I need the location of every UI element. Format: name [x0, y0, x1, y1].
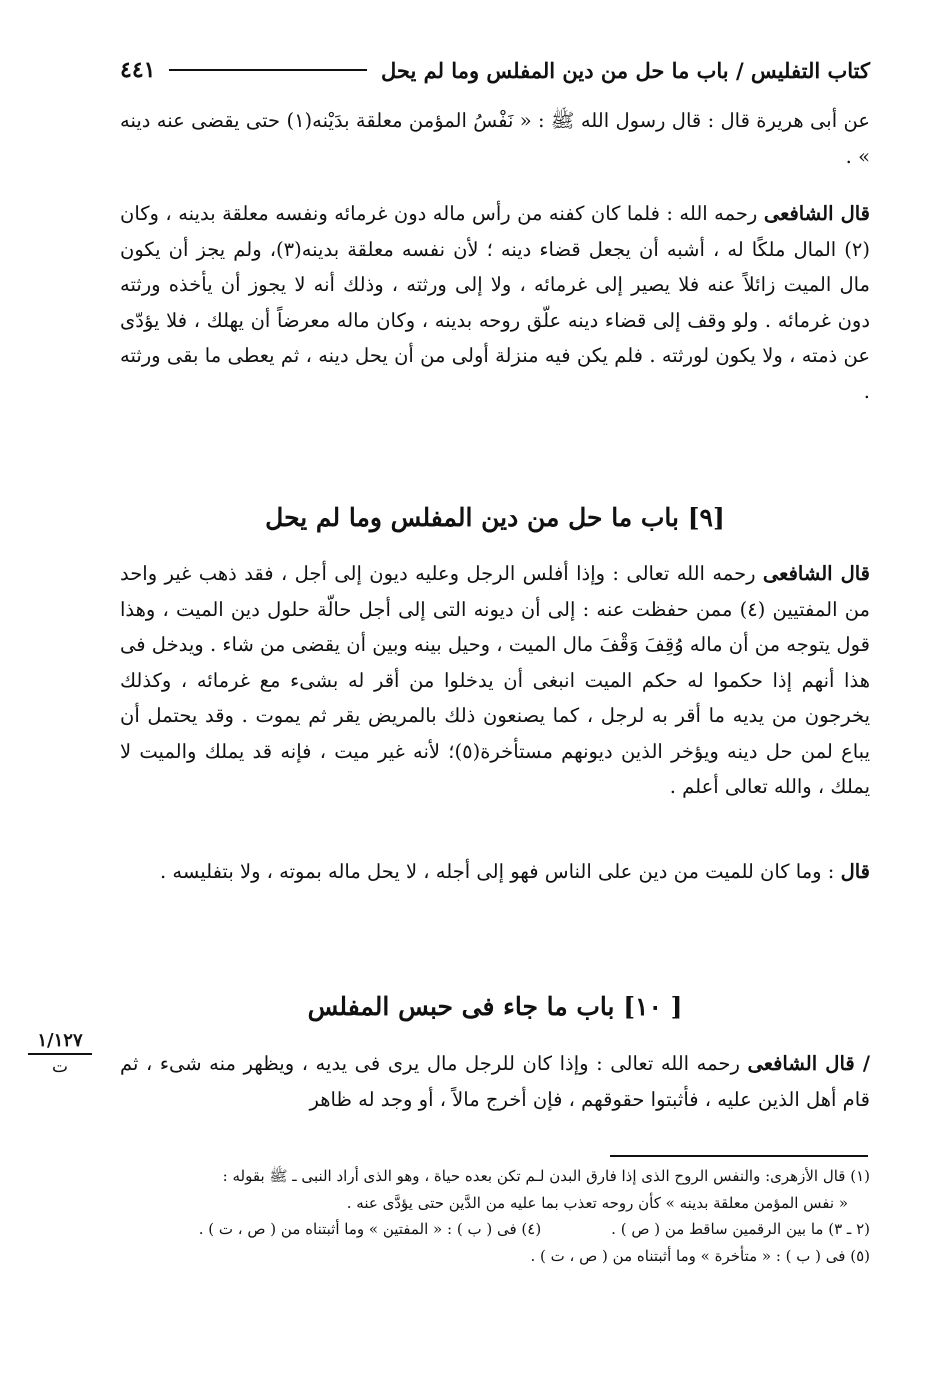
paragraph-shafii-1 [120, 196, 870, 409]
paragraph-lead: قال الشافعى [762, 562, 870, 585]
paragraph-lead: / قال الشافعى [747, 1052, 871, 1075]
margin-folio-side: ت [51, 1057, 68, 1077]
footnotes [120, 1163, 870, 1269]
paragraph-hadith [120, 103, 870, 174]
page-number: ٤٤١ [120, 57, 156, 83]
paragraph-text: عن أبى هريرة قال : قال رسول الله ﷺ : « نَفْسُ المؤمن معلقة بدَيْنه(١) حتى يقضى عنه دينه » . [120, 109, 870, 168]
page-header [120, 50, 870, 90]
footnote-1-cont: « نفس المؤمن معلقة بدينه » كأن روحه تعذب بما عليه من الدَّين حتى يؤدَّى عنه . [346, 1193, 848, 1212]
paragraph-qala [120, 854, 870, 890]
paragraph-text: رحمه الله تعالى : وإذا كان للرجل مال يرى فى يديه ، ويظهر منه شىء ، ثم قام أهل الذين عليه ، فأثبتوا حقوقهم ، فإن أخرج مالاً ، أو وجد له ظاهر [120, 1052, 870, 1111]
footnote-2-3: (٢ ـ ٣) ما بين الرقمين ساقط من ( ص ) . [611, 1220, 870, 1238]
footnote-4: (٤) فى ( ب ) : « المفتين » وما أثبتناه من ( ص ، ت ) . [198, 1220, 542, 1238]
footnote-5: (٥) فى ( ب ) : « متأخرة » وما أثبتناه من ( ص ، ت ) . [530, 1246, 870, 1265]
section-heading-10: [ ١٠] باب ما جاء فى حبس المفلس [307, 992, 683, 1021]
header-rule [169, 69, 367, 71]
paragraph-lead: قال الشافعى [763, 202, 870, 225]
footnote-row [120, 1216, 870, 1243]
paragraph-lead: قال [840, 860, 870, 883]
paragraph-shafii-2 [120, 556, 870, 805]
paragraph-text: : وما كان للميت من دين على الناس فهو إلى أجله ، لا يحل ماله بموته ، ولا بتفليسه . [159, 860, 841, 883]
margin-folio-ref: ١/١٢٧ [28, 1030, 92, 1055]
section-heading-9: [٩] باب ما حل من دين المفلس وما لم يحل [265, 503, 725, 532]
paragraph-text: رحمه الله تعالى : وإذا أفلس الرجل وعليه ديون إلى أجل ، فقد ذهب غير واحد من المفتيين (٤) ممن حفظت عنه : إلى أن ديونه التى إلى أجل حالّة حلول دين الميت ، وهذا قول يتوجه من أن ماله وُقِفَ وَقْفَ مال الميت ، وحيل بينه وبين أن يقضى من شاء . ويدخل فى هذا أنهم إذا حكموا له حكم الميت انبغى أن يدخلوا من أقر له بشىء مع غرمائه ، وكذلك يخرجون من يديه ما أقر به لرجل ، كما يصنعون ذلك بالمريض يقر ثم يموت . وقد يحتمل أن يباع لمن حل دينه ويؤخر الذين ديونهم مستأخرة(٥)؛ لأنه غير ميت ، فإنه قد يملك والميت لا يملك ، والله تعالى أعلم . [120, 562, 870, 798]
footnote-separator [610, 1155, 868, 1157]
paragraph-shafii-3 [120, 1046, 870, 1117]
running-title: كتاب التفليس / باب ما حل من دين المفلس وما لم يحل [381, 57, 870, 83]
footnote-1: (١) قال الأزهرى: والنفس الروح الذى إذا فارق البدن لـم تكن بعده حياة ، وهو الذى أراد النبى ـ ﷺ بقوله : [222, 1167, 870, 1185]
margin-folio-note [28, 1030, 92, 1077]
paragraph-text: رحمه الله : فلما كان كفنه من رأس ماله دون غرمائه ونفسه معلقة بدينه ، وكان (٢) المال ملكًا له ، أشبه أن يجعل قضاء دينه ؛ لأن نفسه معلقة بدينه(٣)، ولم يجز أن يكون مال الميت زائلاً عنه فلا يصير إلى غرمائه ، ولا إلى ورثته ، وذلك أنه لا يجوز أن يأخذه ورثته دون غرمائه . ولو وقف إلى قضاء دينه علّق روحه بدينه ، وكان ماله معرضاً أن يهلك ، فلا يؤدّى عن ذمته ، ولا يكون لورثته . فلم يكن فيه منزلة أولى من أن يحل دينه ، ثم يعطى ما بقى ورثته . [120, 202, 870, 403]
